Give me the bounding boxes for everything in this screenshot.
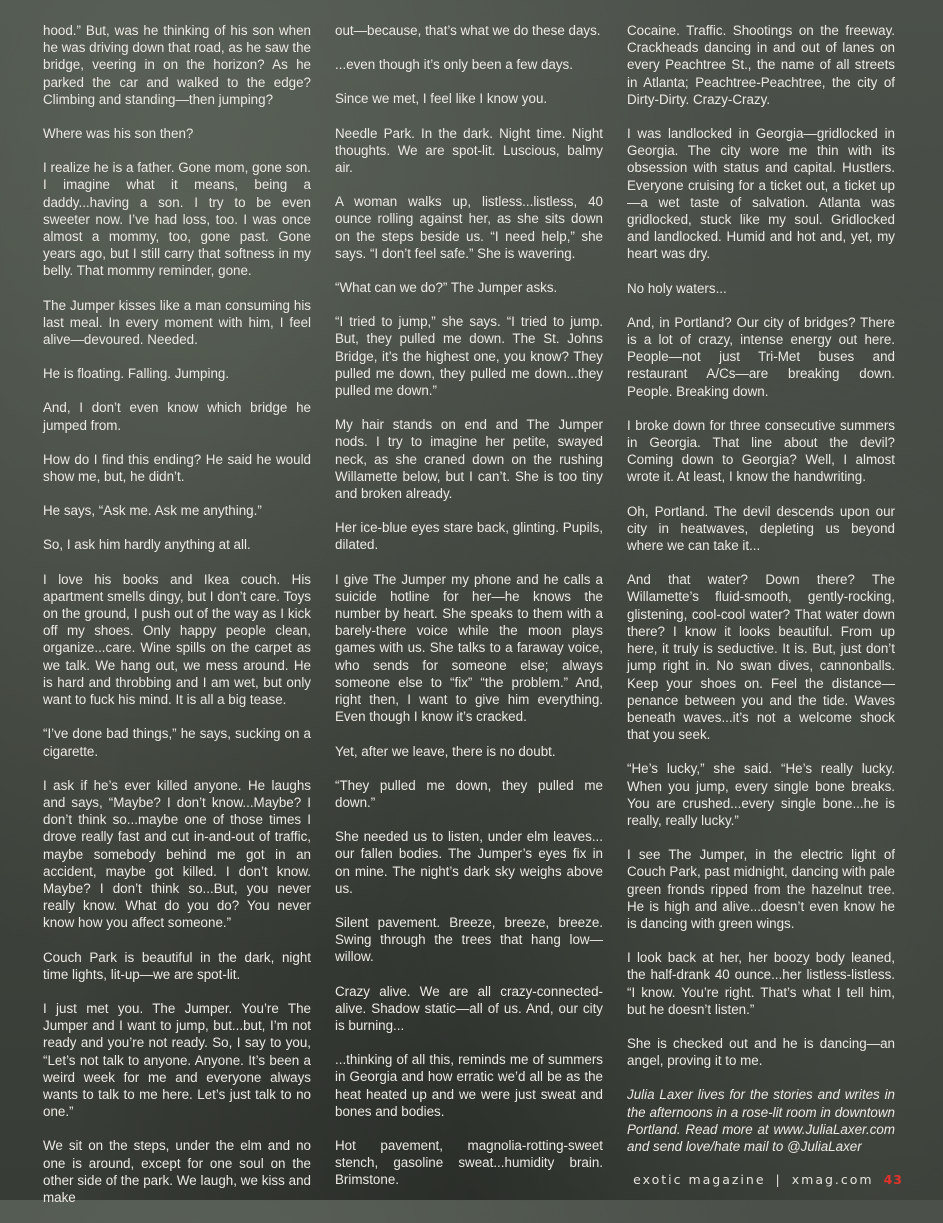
page-footer <box>633 1172 903 1187</box>
publication-name: exotic magazine <box>633 1172 766 1187</box>
article-paragraph: I just met you. The Jumper. You’re The Jumper and I want to jump, but...but, I’m not ready and you’re not ready. So, I say to you, “Let’s not talk to anyone. Anyone. It’s been a weird week for me and everyone always wants to talk to me here. Let’s just talk to no one.” <box>43 1000 311 1120</box>
article-column-3 <box>627 22 895 1172</box>
article-paragraph: hood.” But, was he thinking of his son when he was driving down that road, as he saw the bridge, veering in on the horizon? As he parked the car and walked to the edge? Climbing and standing—then jumping? <box>43 23 311 107</box>
article-paragraph: Hot pavement, magnolia-rotting-sweet stench, gasoline sweat...humidity brain. Brimstone. <box>335 1137 603 1188</box>
article-paragraph: I broke down for three consecutive summers in Georgia. That line about the devil? Coming down to Georgia? Well, I almost wrote it. At least, I know the handwriting. <box>627 417 895 485</box>
article-column-1 <box>43 22 311 1223</box>
article-paragraph: Where was his son then? <box>43 126 194 142</box>
article-paragraph: I see The Jumper, in the electric light of Couch Park, past midnight, dancing with pale green fronds ripped from the hazelnut tree. He is high and alive...doesn’t even know he is dancing with green wings. <box>627 847 895 931</box>
article-paragraph: ...even though it’s only been a few days. <box>335 57 573 73</box>
article-paragraph: ...thinking of all this, reminds me of summers in Georgia and how erratic we’d all be as the heat heated up and we were just sweat and bones and bodies. <box>335 1052 603 1119</box>
article-paragraph: “What can we do?” The Jumper asks. <box>335 280 558 296</box>
article-column-2 <box>335 22 603 1206</box>
article-paragraph: I love his books and Ikea couch. His apartment smells dingy, but I don’t care. Toys on the ground, I push out of the way as I kick off my shoes. Only happy people clean, organize...care. Wine spills on the carpet as we talk. We hang out, we mess around. He is hard and throbbing and I am wet, but only want to fuck his mind. It is all a big tease. <box>43 571 311 708</box>
article-paragraph: And that water? Down there? The Willamette’s fluid-smooth, gently-rocking, glistening, cool-cool water? That water down there? I know it looks beautiful. From up here, it truly is seductive. It is. But, just don’t jump right in. No swan dives, cannonballs. Keep your shoes on. Feel the distance—penance between you and the tide. Waves beneath waves...it’s not a welcome shock that you seek. <box>627 572 895 743</box>
article-paragraph: “They pulled me down, they pulled me down.” <box>335 777 603 810</box>
page-number: 43 <box>883 1172 903 1187</box>
article-paragraph: I realize he is a father. Gone mom, gone son. I imagine what it means, being a daddy...having a son. I try to be even sweeter now. I’ve had loss, too. I was once almost a mommy, too, gone past. Gone years ago, but I still carry that softness in my belly. That mommy reminder, gone. <box>43 160 311 279</box>
article-paragraph: Her ice-blue eyes stare back, glinting. Pupils, dilated. <box>335 520 603 553</box>
website-link[interactable]: xmag.com <box>791 1172 874 1187</box>
article-paragraph: He is floating. Falling. Jumping. <box>43 366 230 382</box>
article-paragraph: “He’s lucky,” she said. “He’s really lucky. When you jump, every single bone breaks. You are crushed...every single bone...he is really, really lucky.” <box>627 761 895 828</box>
article-paragraph: Silent pavement. Breeze, breeze, breeze. Swing through the trees that hang low—willow. <box>335 914 603 965</box>
article-paragraph: She needed us to listen, under elm leaves... our fallen bodies. The Jumper’s eyes fix in on mine. The night’s dark sky weighs above us. <box>335 829 603 896</box>
article-paragraph: And, in Portland? Our city of bridges? There is a lot of crazy, intense energy out here. People—not just Tri-Met buses and restaurant A/Cs—are breaking down. People. Breaking down. <box>627 314 895 399</box>
footer-separator: | <box>775 1172 782 1187</box>
article-paragraph: out—because, that’s what we do these days. <box>335 23 601 38</box>
article-paragraph: I look back at her, her boozy body leaned, the half-drank 40 ounce...her listless-listless. “I know. You’re right. That’s what I tell him, but he doesn’t listen.” <box>627 950 895 1017</box>
article-paragraph: I give The Jumper my phone and he calls a suicide hotline for her—he knows the number by heart. She speaks to them with a barely-there voice while the moon plays games with us. She talks to a faraway voice, who sends for someone else; always someone else to “fix” “the problem.” And, right then, I want to give him everything. Even though I know it’s cracked. <box>335 571 603 725</box>
article-paragraph: Needle Park. In the dark. Night time. Night thoughts. We are spot-lit. Luscious, balmy air. <box>335 125 603 176</box>
article-paragraph: Oh, Portland. The devil descends upon our city in heatwaves, depleting us beyond where we can take it... <box>627 503 895 554</box>
article-paragraph: I ask if he’s ever killed anyone. He laughs and says, “Maybe? I don’t know...Maybe? I don’t think so...maybe one of those times I drove really fast and cut in-and-out of traffic, maybe somebody behind me got in an accident, maybe got killed. I don’t know. Maybe? I don’t think so...But, you never really know. What do you do? You never know how you affect someone.” <box>43 777 311 931</box>
article-paragraph: Couch Park is beautiful in the dark, night time lights, lit-up—we are spot-lit. <box>43 949 311 982</box>
article-paragraph: The Jumper kisses like a man consuming his last meal. In every moment with him, I feel alive—devoured. Needed. <box>43 297 311 348</box>
author-bio: Julia Laxer lives for the stories and writes in the afternoons in a rose-lit room in downtown Portland. Read more at www.JuliaLaxer.com and send love/hate mail to @JuliaLaxer <box>627 1087 895 1154</box>
article-paragraph: Crazy alive. We are all crazy-connected-alive. Shadow static—all of us. And, our city is burning... <box>335 983 603 1033</box>
article-paragraph: She is checked out and he is dancing—an angel, proving it to me. <box>627 1035 895 1069</box>
article-paragraph: And, I don’t even know which bridge he jumped from. <box>43 400 311 433</box>
article-paragraph: A woman walks up, listless...listless, 40 ounce rolling against her, as she sits down on the steps beside us. “I need help,” she says. “I don’t feel safe.” She is wavering. <box>335 194 603 261</box>
article-paragraph: No holy waters... <box>627 280 727 296</box>
article-paragraph: Yet, after we leave, there is no doubt. <box>335 743 556 759</box>
article-paragraph: Since we met, I feel like I know you. <box>335 91 548 107</box>
article-paragraph: Cocaine. Traffic. Shootings on the freeway. Crackheads dancing in and out of lanes on every Peachtree St., the name of all streets in Atlanta; Peachtree-Peachtree, the city of Dirty-Dirty. Crazy-Crazy. <box>627 23 895 107</box>
article-paragraph: I was landlocked in Georgia—gridlocked in Georgia. The city wore me thin with its obsession with status and capital. Hustlers. Everyone cruising for a ticket out, a ticket up—a wet taste of salvation. Atlanta was gridlocked, stuck like my soul. Gridlocked and landlocked. Humid and hot and, yet, my heart was dry. <box>627 126 895 262</box>
article-paragraph: We sit on the steps, under the elm and no one is around, except for one soul on the other side of the park. We laugh, we kiss and make <box>43 1138 311 1205</box>
article-paragraph: “I’ve done bad things,” he says, sucking on a cigarette. <box>43 726 311 759</box>
article-paragraph: My hair stands on end and The Jumper nods. I try to imagine her petite, swayed neck, as she craned down on the rushing Willamette below, but I can’t. She is too tiny and broken already. <box>335 417 603 502</box>
article-paragraph: So, I ask him hardly anything at all. <box>43 537 251 553</box>
article-paragraph: How do I find this ending? He said he would show me, but, he didn’t. <box>43 451 311 485</box>
article-paragraph: “I tried to jump,” she says. “I tried to jump. But, they pulled me down. The St. Johns Bridge, it’s the highest one, you know? They pulled me down, they pulled me down...they pulled me down.” <box>335 314 603 399</box>
article-paragraph: He says, “Ask me. Ask me anything.” <box>43 503 262 519</box>
